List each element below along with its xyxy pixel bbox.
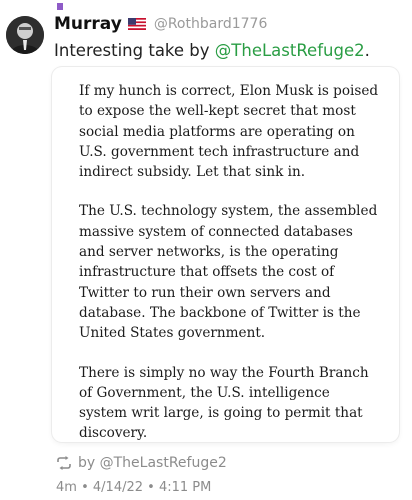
post-time[interactable]: 4:11 PM	[158, 480, 212, 495]
quote-paragraph: The U.S. technology system, the assembled massive system of connected databases and server networks, is the operating infrastructure that offsets the cost of Twitter to run their own servers and database. The backbone of Twitter is the United States government.	[79, 203, 378, 342]
repost-prefix: by	[78, 455, 100, 471]
user-silhouette-icon	[6, 16, 44, 54]
mention-link[interactable]: @TheLastRefuge2	[214, 41, 365, 60]
post-text-suffix: .	[364, 41, 370, 60]
quoted-text-image[interactable]	[52, 67, 399, 442]
repost-by-link[interactable]: @TheLastRefuge2	[99, 455, 227, 471]
avatar[interactable]	[6, 16, 44, 54]
author-display-name[interactable]: Murray	[54, 14, 122, 34]
repost-attribution	[56, 455, 227, 471]
post-date: 4/14/22	[92, 480, 144, 495]
post-text	[54, 41, 370, 60]
meta-separator: •	[147, 480, 155, 495]
quote-paragraph: There is simply no way the Fourth Branch of Government, the U.S. intelligence system writ large, is going to permit that discovery.	[79, 364, 369, 442]
quote-paragraph: If my hunch is correct, Elon Musk is poised to expose the well-kept secret that most social media platforms are operating on U.S. government tech infrastructure and indirect subsidy. Let that sink in.	[79, 83, 379, 181]
repost-icon	[56, 456, 72, 470]
post-meta	[56, 480, 211, 495]
author-handle[interactable]: @Rothbard1776	[153, 16, 268, 32]
us-flag-icon	[128, 18, 146, 30]
meta-separator: •	[81, 480, 89, 495]
author-row	[54, 14, 267, 34]
post-text-lead: Interesting take by	[54, 41, 215, 60]
post-age: 4m	[56, 480, 77, 495]
